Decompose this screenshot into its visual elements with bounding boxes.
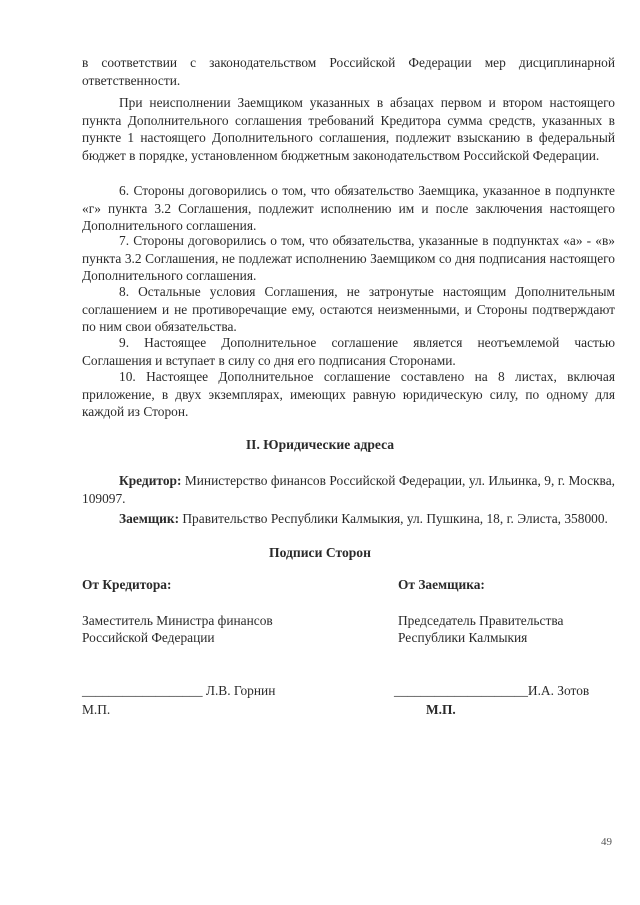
borrower-position-line1: Председатель Правительства [398, 613, 564, 628]
creditor-address-text: Министерство финансов Российской Федерации, ул. Ильинка, 9, г. Москва, 109097. [82, 473, 615, 506]
page-number: 49 [601, 836, 612, 848]
creditor-address [82, 472, 615, 507]
paragraph-9: 9. Настоящее Дополнительное соглашение является неотъемлемой частью Соглашения и вступает в силу со дня его подписания Сторонами. [82, 335, 615, 368]
creditor-label: Кредитор: [119, 473, 182, 488]
borrower-seal: М.П. [426, 702, 456, 717]
paragraph-non-fulfillment: При неисполнении Заемщиком указанных в абзацах первом и втором настоящего пункта Дополнительного соглашения требований Кредитора сумма средств, указанных в пункте 1 настоящего Дополнительного соглашения, подлежит взысканию в федеральный бюджет в порядке, установленном бюджетным законодательством Российской Федерации. [82, 95, 615, 163]
borrower-address-text: Правительство Республики Калмыкия, ул. Пушкина, 18, г. Элиста, 358000. [179, 511, 608, 526]
borrower-side-title: От Заемщика: [398, 577, 485, 592]
creditor-position-line1: Заместитель Министра финансов [82, 613, 273, 628]
borrower-signature-line: ____________________И.А. Зотов [394, 683, 590, 698]
paragraph-10: 10. Настоящее Дополнительное соглашение составлено на 8 листах, включая приложение, в двух экземплярах, имеющих равную юридическую силу, по одному для каждой из Сторон. [82, 369, 615, 420]
creditor-seal: М.П. [82, 702, 111, 717]
borrower-address [82, 510, 615, 528]
section-heading-addresses: II. Юридические адреса [245, 437, 395, 452]
paragraph-8: 8. Остальные условия Соглашения, не затронутые настоящим Дополнительным соглашением и не противоречащие ему, остаются неизменными, и Стороны подтверждают по ним свои обязательства. [82, 284, 615, 335]
paragraph-7: 7. Стороны договорились о том, что обязательства, указанные в подпунктах «а» - «в» пункта 3.2 Соглашения, не подлежат исполнению Заемщиком со дня подписания настоящего Дополнительного соглашения. [82, 233, 615, 284]
paragraph-continuation: в соответствии с законодательством Российской Федерации мер дисциплинарной ответственности. [82, 55, 615, 88]
borrower-label: Заемщик: [119, 511, 180, 526]
borrower-position-line2: Республики Калмыкия [398, 630, 528, 645]
creditor-signature-line: __________________ Л.В. Горнин [82, 683, 276, 698]
signatures-heading: Подписи Сторон [269, 545, 371, 560]
paragraph-6: 6. Стороны договорились о том, что обязательство Заемщика, указанное в подпункте «г» пункта 3.2 Соглашения, подлежит исполнению им и после заключения настоящего Дополнительного соглашения. [82, 183, 615, 234]
creditor-position-line2: Российской Федерации [82, 630, 215, 645]
creditor-side-title: От Кредитора: [82, 577, 172, 592]
